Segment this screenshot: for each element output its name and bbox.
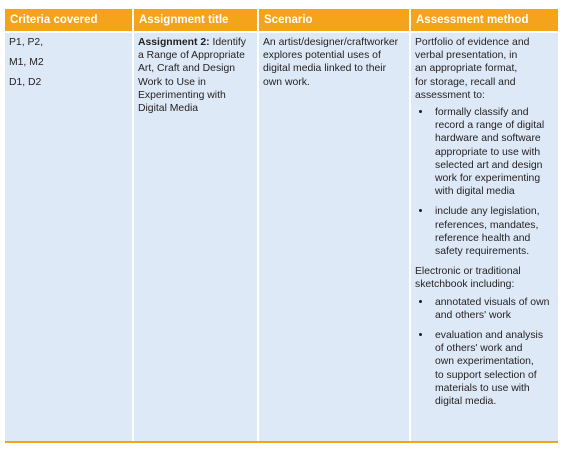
header-scenario: Scenario <box>259 9 409 31</box>
text-line: work for experimenting <box>435 173 541 185</box>
text-line: digital media. <box>435 396 497 408</box>
list-item <box>415 329 554 408</box>
assignment-line <box>138 36 253 49</box>
scenario-line: own work. <box>263 76 310 88</box>
bullet-icon <box>419 110 422 113</box>
assessment-table <box>5 9 558 443</box>
list-item <box>415 106 554 198</box>
bullet-list <box>415 106 554 258</box>
criteria-line: M1, M2 <box>9 57 44 69</box>
text-line: hardware and software <box>435 133 541 145</box>
text-line: assessment to: <box>415 89 485 101</box>
scenario-line: explores potential uses of <box>263 50 381 62</box>
list-item <box>415 205 554 258</box>
assignment-line: Art, Craft and Design <box>138 63 236 75</box>
scenario-line: An artist/designer/craftworker <box>263 37 399 48</box>
text-line: appropriate to use with <box>435 146 541 158</box>
text-line: of others' work and <box>435 343 523 355</box>
text-line: formally classify and <box>435 107 529 119</box>
header-assessment-method: Assessment method <box>411 9 558 31</box>
header-assignment-title: Assignment title <box>134 9 257 31</box>
text-line: Electronic or traditional <box>415 266 521 278</box>
text-line: own experimentation, <box>435 356 534 368</box>
table-bottom-rule <box>5 441 558 443</box>
cell-assignment-title <box>134 33 257 443</box>
text-line: annotated visuals of own <box>435 296 550 308</box>
text-line: for storage, recall and <box>415 76 516 88</box>
text-line: verbal presentation, in <box>415 50 518 62</box>
text-line: Portfolio of evidence and <box>415 37 530 48</box>
cell-criteria <box>5 33 132 443</box>
assignment-line: a Range of Appropriate <box>138 50 245 62</box>
assessment-middle <box>415 265 554 291</box>
text-line: and others' work <box>435 309 511 321</box>
assignment-line: Work to Use in <box>138 76 206 88</box>
text-line: with digital media <box>435 186 515 198</box>
bullet-icon <box>419 209 422 212</box>
assignment-line: Experimenting with <box>138 89 226 101</box>
text-line: materials to use with <box>435 382 530 394</box>
header-criteria: Criteria covered <box>5 9 132 31</box>
text-line: record a range of digital <box>435 120 545 132</box>
text-line: an appropriate format, <box>415 63 518 75</box>
bullet-icon <box>419 300 422 303</box>
bullet-icon <box>419 333 422 336</box>
assignment-label: Assignment 2: <box>138 37 210 48</box>
cell-scenario <box>259 33 409 443</box>
list-item <box>415 296 554 322</box>
text-line: references, mandates, <box>435 219 539 231</box>
criteria-line: P1, P2, <box>9 37 44 48</box>
text-line: reference health and <box>435 232 531 244</box>
assignment-line: Digital Media <box>138 103 199 115</box>
text-line: safety requirements. <box>435 246 530 258</box>
text-line: sketchbook including: <box>415 279 515 291</box>
text-line: evaluation and analysis <box>435 330 544 342</box>
text-line: to support selection of <box>435 369 537 381</box>
assignment-text: Identify <box>209 37 246 48</box>
criteria-line: D1, D2 <box>9 77 42 89</box>
cell-assessment-method <box>411 33 558 443</box>
assessment-intro <box>415 36 554 102</box>
scenario-line: digital media linked to their <box>263 63 387 75</box>
text-line: include any legislation, <box>435 206 540 218</box>
text-line: selected art and design <box>435 159 543 171</box>
bullet-list <box>415 296 554 409</box>
